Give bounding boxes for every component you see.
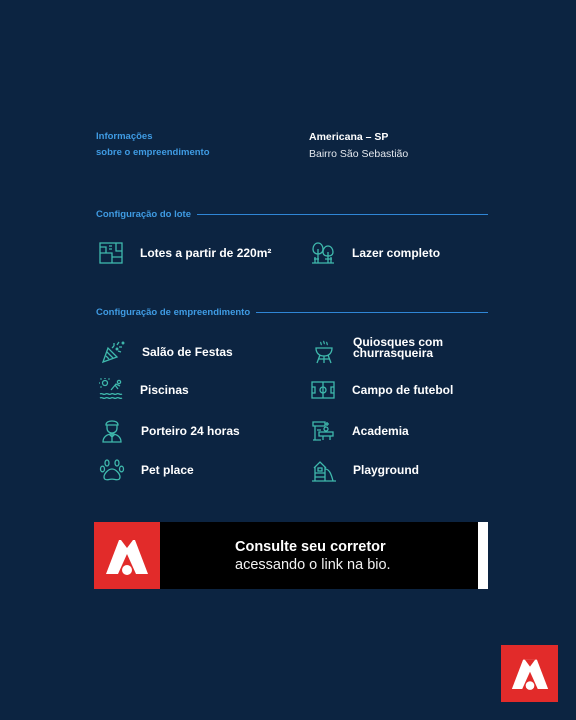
feature-pet-place: [98, 456, 194, 484]
section-divider: [256, 312, 488, 313]
feature-label: Porteiro 24 horas: [141, 424, 240, 438]
project-section-header: [96, 306, 488, 318]
cta-line2: acessando o link na bio.: [235, 557, 391, 573]
feature-label: Lazer completo: [352, 246, 441, 260]
cta-banner[interactable]: [94, 522, 488, 589]
feature-label: Pet place: [141, 463, 194, 477]
feature-label: Salão de Festas: [142, 345, 233, 359]
feature-label: Academia: [352, 424, 409, 438]
feature-label: Lotes a partir de 220m²: [140, 246, 272, 260]
trees-icon: [309, 239, 337, 267]
lot-section-title: Configuração do lote: [96, 208, 191, 220]
location: [309, 129, 408, 163]
feature-gym: [309, 417, 409, 445]
cta-text: [235, 538, 391, 574]
corner-logo-icon: [501, 645, 558, 702]
feature-kiosks-grill: [310, 335, 444, 366]
feature-lot-size: [97, 239, 272, 267]
feature-soccer-field: [309, 376, 454, 404]
gym-icon: [309, 417, 337, 445]
info-heading: [96, 129, 210, 160]
party-popper-icon: [99, 338, 127, 366]
brand-logo-icon: [94, 522, 160, 589]
lot-section-header: [96, 208, 488, 220]
paw-icon: [98, 456, 126, 484]
info-heading-line1: Informações: [96, 131, 153, 142]
doorman-icon: [98, 417, 126, 445]
feature-label: Campo de futebol: [352, 383, 454, 397]
feature-label: Playground: [353, 463, 420, 477]
feature-label-line2: churrasqueira: [353, 346, 434, 360]
section-divider: [197, 214, 488, 215]
feature-doorman: [98, 417, 240, 445]
feature-leisure: [309, 239, 441, 267]
info-heading-line2: sobre o empreendimento: [96, 146, 210, 158]
feature-playground: [310, 456, 420, 484]
grill-icon: [310, 338, 338, 366]
project-section-title: Configuração de empreendimento: [96, 306, 251, 318]
feature-party-hall: [99, 338, 233, 366]
soccer-field-icon: [309, 376, 337, 404]
cta-line1: Consulte seu corretor: [235, 539, 386, 555]
feature-label: [353, 337, 443, 359]
cta-stripe: [478, 522, 488, 589]
location-city: Americana – SP: [309, 131, 389, 143]
feature-label: Piscinas: [140, 383, 189, 397]
feature-label-line1: Quiosques com: [353, 335, 444, 349]
feature-pools: [97, 376, 189, 404]
location-district: Bairro São Sebastião: [309, 148, 409, 160]
blueprint-icon: [97, 239, 125, 267]
pool-icon: [97, 376, 125, 404]
playground-icon: [310, 456, 338, 484]
